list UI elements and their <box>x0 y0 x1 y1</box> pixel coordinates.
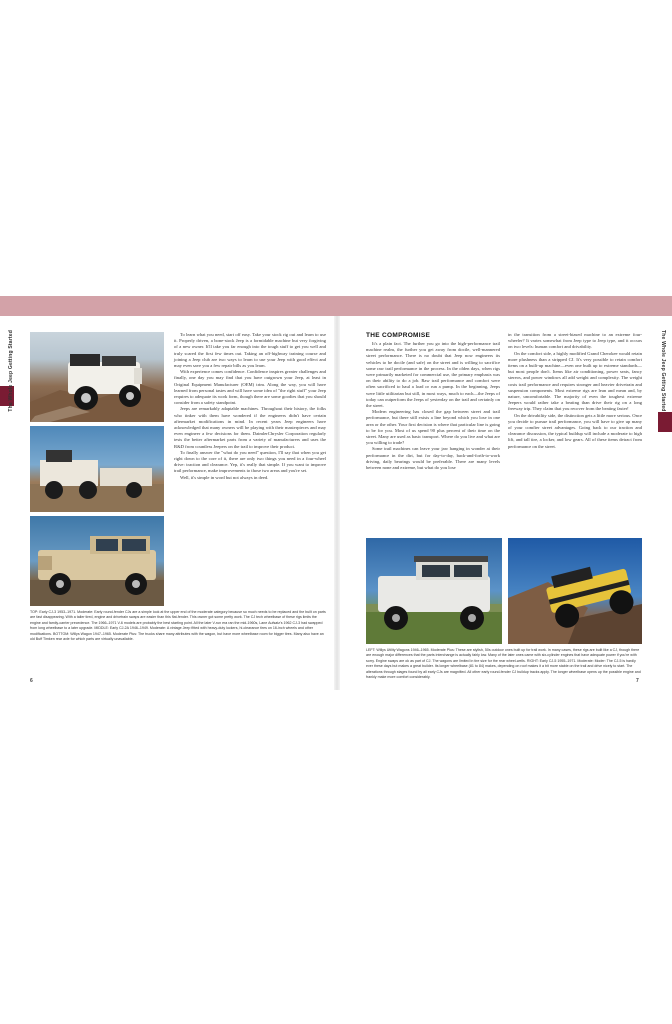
photo-jeep-cj3-rocks <box>30 332 164 422</box>
book-spread <box>0 316 672 690</box>
top-color-band <box>0 296 672 316</box>
paragraph: Some trail machines can leave your jaw hanging in wonder at their performance in the dirt, but for day-to-day, back-and-forth-to-work driving, daily bearings would be preferable. There are many levels between none and extreme, but what do you lose <box>366 446 500 471</box>
paragraph: To finally answer the "what do you need" question, I'll say that when you get right down to the core of it, there are only two things you need in a four-wheel drive: traction and clearance. Yep, it's really that simple. If you want to improve trail performance, make improvements to those two areas and you're set. <box>174 449 326 474</box>
photo-willys-utility-wagon <box>366 538 502 644</box>
paragraph: Modern engineering has closed the gap between street and trail performance, but there still exists a line beyond which you lose in one area or the other. Your first decision is where that particular line is going to be for you. Most of us spend 90 plus percent of their time on the street. Many are used as basic transport. Where do you live and what are you willing to trade? <box>366 409 500 446</box>
page-number-left: 6 <box>30 678 33 684</box>
paragraph: Well, it's simple in word but not always in deed. <box>180 474 269 480</box>
section-heading: THE COMPROMISE <box>366 332 431 339</box>
paragraph: With experience comes confidence. Confidence inspires greater challenges and finally, one day you may find that you have outgrown your Jeep, at least in Original Equipment Manufacturer (OEM) trim. Along the way, you will have learned from personal tastes and will have some idea of "the right stuff" your Jeep requires to adequate its work form, though there are some goodies that you should consider from a safety standpoint. <box>174 369 326 406</box>
photo-yellow-cj5-rocks <box>508 538 642 644</box>
running-head-right: The Whole Jeep Getting Started <box>660 330 666 412</box>
book-gutter <box>334 316 340 690</box>
paragraph: On the drivability side, the distinction gets a little more serious. Once you decide to pursue trail performance, you will have to give up many of your comfier street advantages. Going back to our traction and clearance discussion, the typical buildup will include a moderate to high lift, and tall tire, a locker, and low gears. All of these items detract from performance on the street. <box>508 412 642 449</box>
paragraph: It's a plain fact. The further you go into the high-performance trail machine realm, the further you get away from docile, well-mannered street performance. There is no doubt that Jeep now engineers its vehicles to be docile (and safe) on the street and is willing to sacrifice some raw trail performance in the process. In the olden days, when rigs were primarily marketed for commercial use, the primary emphasis was on their ability to do a job. Raw trail performance and comfort were often sacrificed to haul a load or run a pump. In the beginning, Jeeps were little utilitarian but still, in most ways, much to each—the Jeeps of today can outperform the Jeeps of yesterday on the trail and certainly on the street. <box>366 341 500 409</box>
chapter-tab-right <box>658 412 672 432</box>
right-photo-caption: LEFT: Willys Utility Wagons 1946–1965. Moderate Plus: These are stylish, 50s outdoor ones built up for trail work. In many cases, these rigs are built like a CJ, though there are enough major differences that the parts interchange is actually fairly low. Many of the later ones came with six-cylinder engines that have adequate power if you're with sorry. Engine swaps are ok as part of CJ. The wagons are limited in tire size for the rear wheel-wells. RIGHT: Early CJ-5 1955–1971. Moderate: Moder: The CJ-5 is hardly ever these days but makes a great builder. Its longer wheelbase (81 to 84) makes, depending on roof makes it a bit more stable on the trail and drive nicely to start. The alterations through stages found by all early CJs are magnified. All other early round-fender CJ buildup tracks apply. The longer wheelbase opens up the possible engine and frankly make more comfort considerably. <box>366 648 641 680</box>
page-number-right: 7 <box>636 678 639 684</box>
photo-jeep-cj2a-trailer <box>30 426 164 512</box>
left-body-text <box>174 332 326 606</box>
paragraph: Jeeps are remarkably adaptable machines. Throughout their history, the folks who tinker with them have wondered if the engineers didn't have certain aftermarket modifications in mind. In recent years Jeep engineers have acknowledged that many owners will be playing with their masterpieces and may even engineer a few decisions for them. DaimlerChrysler Corporation regularly tests the better aftermarket parts from a variety of manufacturers and uses the R&D from countless Jeepers on the trail to improve their product. <box>174 406 326 449</box>
running-head-left: The Whole Jeep Getting Started <box>8 330 14 412</box>
right-body-col2 <box>508 332 642 537</box>
left-photo-caption: TOP: Early CJ-3 1953–1971. Moderate: Early round-fender CJs are a simple look at the upper end of the moderate category because so much needs to be replaced and the built on parts are fast disappearing. With a taller tired, engine and drivetrain swaps are easier than this flat-fender. This owner got some pretty work. The CJ tech wheelbase of these rigs limits the engine and family-carrier precedence. The 1966–1971 V-6 models are probably the best starting point. All the later V-run era ran the mid-1960s, Lane Aufsatz's 1962 CJ-3 had swapped from long wheelbase to a later upgrade. MIDDLE: Early CJ-2A 1946–1949. Moderate: A vintage Jeep fitted with heavy-duty lockers, hi-clearance tires on 16-inch wheels and other modifications. BOTTOM: Willys Wagon 1947–1965. Moderate Plus: The trucks share many attributes with the wagon, but have more wheelbase room for bigger tires. Many also have an old Buff Timken rear axle for which parts are virtually unavailable. <box>30 610 326 642</box>
paragraph: On the comfort side, a highly modified Grand Cherokee would retain more plushness than a stripped CJ. It's very possible to retain comfort items on a built-up machine—even one built up to extreme standards—but most people don't. Items like air conditioning, power seats, fancy stereos, and power windows all add weight and complexity. The weight costs trail performance and requires stronger and heavier drivetrain and suspension components. Most extreme rigs are lean and mean and, by nature, uncomfortable. The majority of even the toughest extreme Jeepers would rather take a beating than drive their rig on a long freeway trip. They claim that you recover from the beating faster! <box>508 350 642 412</box>
right-body-col1 <box>366 341 500 537</box>
paragraph: in the transition from a street-biased machine to an extreme four-wheeler? It varies somewhat from Jeep type to Jeep type, and it occurs on two levels: human comfort and drivability. <box>508 332 642 350</box>
paragraph: To learn what you need, start off easy. Take your stock rig out and learn to use it. Properly driven, a bone-stock Jeep is a formidable machine but very forgiving of a new owner. It'll take you far enough into the tough stuff to get you well and truly scared the first few times out. Taking an off-highway training course and joining a Jeep club are two ways to learn to use your Jeep with good effect and may even save you a few repair bills as you learn. <box>174 332 326 369</box>
photo-willys-wagon <box>30 516 164 606</box>
